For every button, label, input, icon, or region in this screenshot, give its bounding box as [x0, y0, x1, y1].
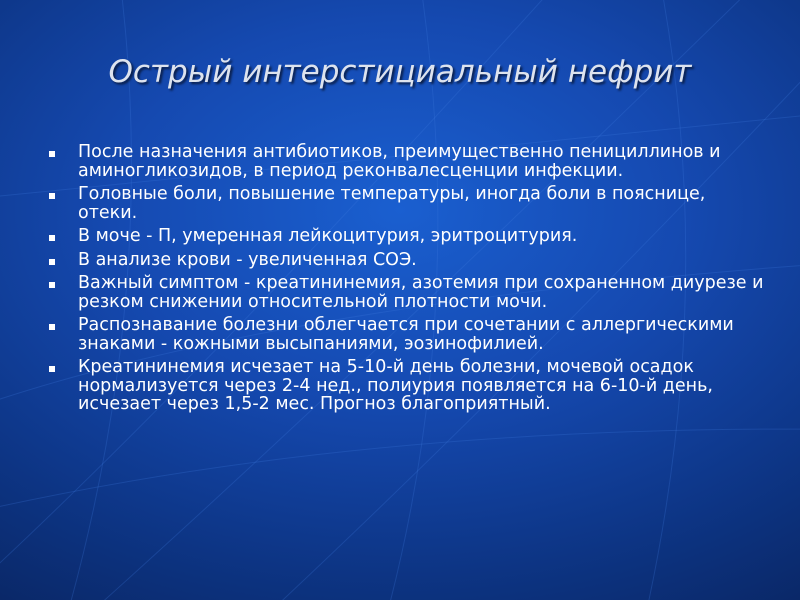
bullet-item	[78, 185, 768, 222]
bullet-text: Креатининемия исчезает на 5-10-й день болезни, мочевой осадок нормализуется через 2-4 нед., полиурия появляется на 6-10-й день, исчезает через 1,5-2 мес. Прогноз благоприятный.	[78, 357, 713, 414]
bullet-item	[78, 143, 768, 180]
bullet-text: В анализе крови - увеличенная СОЭ.	[78, 249, 417, 270]
bullet-item	[78, 358, 768, 414]
bullet-text: Головные боли, повышение температуры, иногда боли в пояснице, отеки.	[78, 184, 706, 223]
square-bullet-icon	[49, 235, 55, 241]
bullet-item	[78, 274, 768, 311]
square-bullet-icon	[49, 366, 55, 372]
slide-title: Острый интерстициальный нефрит	[108, 54, 692, 90]
bullet-item	[78, 251, 768, 270]
square-bullet-icon	[49, 324, 55, 330]
bullet-item	[78, 227, 768, 246]
square-bullet-icon	[49, 193, 55, 199]
bullet-list	[78, 143, 768, 419]
bullet-text: Распознавание болезни облегчается при сочетании с аллергическими знаками - кожными высыпаниями, эозинофилией.	[78, 315, 734, 354]
square-bullet-icon	[49, 282, 55, 288]
square-bullet-icon	[49, 259, 55, 265]
bullet-text: Важный симптом - креатининемия, азотемия при сохраненном диурезе и резком снижении относительной плотности мочи.	[78, 273, 764, 312]
bullet-text: После назначения антибиотиков, преимущественно пенициллинов и аминогликозидов, в период реконвалесценции инфекции.	[78, 142, 721, 181]
bullet-text: В моче - П, умеренная лейкоцитурия, эритроцитурия.	[78, 226, 578, 246]
square-bullet-icon	[49, 151, 55, 157]
bullet-item	[78, 316, 768, 353]
